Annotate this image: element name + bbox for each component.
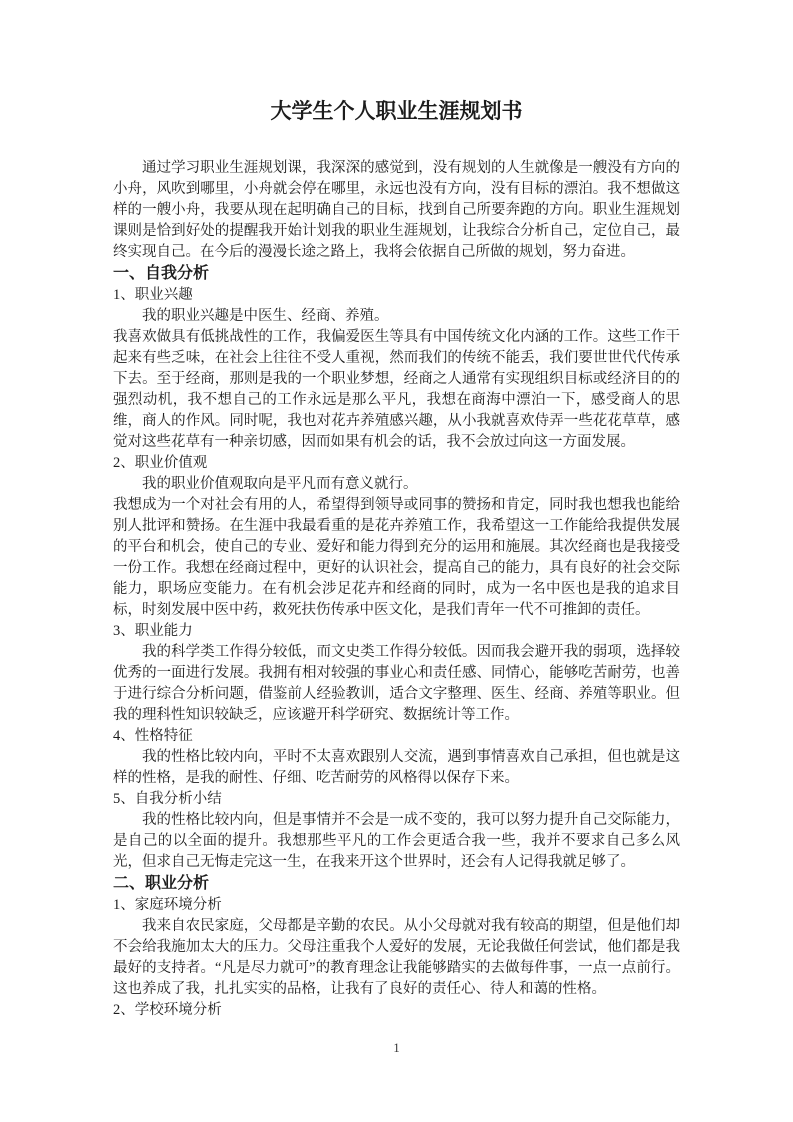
paragraph: 我喜欢做具有低挑战性的工作，我偏爱医生等具有中国传统文化内涵的工作。这些工作干起来有些乏味，在社会上往往不受人重视，然而我们的传统不能丢，我们要世世代代传承下去。至于经商，那则是我的一个职业梦想，经商之人通常有实现组织目标或经济目的的强烈动机，我不想自己的工作永远是那么平凡，我想在商海中漂泊一下，感受商人的思维，商人的作风。同时呢，我也对花卉养殖感兴趣，从小我就喜欢侍弄一些花花草草，感觉对这些花草有一种亲切感，因而如果有机会的话，我不会放过向这一方面发展。: [113, 329, 680, 450]
numbered-subheading: 1、家庭环境分析: [113, 897, 222, 913]
numbered-subheading: 2、学校环境分析: [113, 1002, 222, 1018]
page-number: 1: [393, 1041, 400, 1055]
section-heading: 一、自我分析: [113, 265, 210, 282]
paragraph: 我的职业价值观取向是平凡而有意义就行。: [142, 476, 418, 492]
numbered-subheading: 2、职业价值观: [113, 455, 208, 471]
section-heading: 二、职业分析: [113, 875, 210, 892]
paragraph: 我的职业兴趣是中医生、经商、养殖。: [142, 308, 389, 324]
document-title: 大学生个人职业生涯规划书: [270, 99, 523, 123]
paragraph: 我想成为一个对社会有用的人，希望得到领导或同事的赞扬和肯定，同时我也想我也能给别人批评和赞扬。在生涯中我最看重的是花卉养殖工作，我希望这一工作能给我提供发展的平台和机会，使自己的专业、爱好和能力得到充分的运用和施展。其次经商也是我接受一份工作。我想在经商过程中，更好的认识社会，提高自己的能力，具有良好的社会交际能力，职场应变能力。在有机会涉足花卉和经商的同时，成为一名中医也是我的追求目标，时刻发展中医中药，救死扶伤传承中医文化，是我们青年一代不可推卸的责任。: [113, 497, 680, 618]
numbered-subheading: 3、职业能力: [113, 623, 193, 639]
numbered-subheading: 1、职业兴趣: [113, 287, 193, 303]
paragraph: 通过学习职业生涯规划课，我深深的感觉到，没有规划的人生就像是一艘没有方向的小舟，风吹到哪里，小舟就会停在哪里，永远也没有方向，没有目标的漂泊。我不想做这样的一艘小舟，我要从现在起明确自己的目标，找到自己所要奔跑的方向。职业生涯规划课则是恰到好处的提醒我开始计划我的职业生涯规划，让我综合分析自己，定位自己，最终实现自己。在今后的漫漫长途之路上，我将会依据自己所做的规划，努力奋进。: [113, 160, 680, 260]
numbered-subheading: 4、性格特征: [113, 728, 193, 744]
paragraph: 我的性格比较内向，平时不太喜欢跟别人交流，遇到事情喜欢自己承担，但也就是这样的性格，是我的耐性、仔细、吃苦耐劳的风格得以保存下来。: [113, 749, 680, 786]
paragraph: 我的性格比较内向，但是事情并不会是一成不变的，我可以努力提升自己交际能力，是自己的以全面的提升。我想那些平凡的工作会更适合我一些，我并不要求自己多么风光，但求自己无悔走完这一生，在我来开这个世界时，还会有人记得我就足够了。: [113, 812, 680, 870]
paragraph: 我的科学类工作得分较低，而文史类工作得分较低。因而我会避开我的弱项，选择较优秀的一面进行发展。我拥有相对较强的事业心和责任感、同情心，能够吃苦耐劳，也善于进行综合分析问题，借鉴前人经验教训，适合文字整理、医生、经商、养殖等职业。但我的理科性知识较缺乏，应该避开科学研究、数据统计等工作。: [113, 644, 680, 723]
paragraph: 我来自农民家庭，父母都是辛勤的农民。从小父母就对我有较高的期望，但是他们却不会给我施加太大的压力。父母注重我个人爱好的发展，无论我做任何尝试，他们都是我最好的支持者。“凡是尽力就可”的教育理念让我能够踏实的去做每件事，一点一点前行。这也养成了我，扎扎实实的品格，让我有了良好的责任心、待人和蔼的性格。: [113, 918, 680, 997]
document-body: [113, 158, 680, 1021]
document-content: [113, 97, 680, 1021]
numbered-subheading: 5、自我分析小结: [113, 791, 222, 807]
